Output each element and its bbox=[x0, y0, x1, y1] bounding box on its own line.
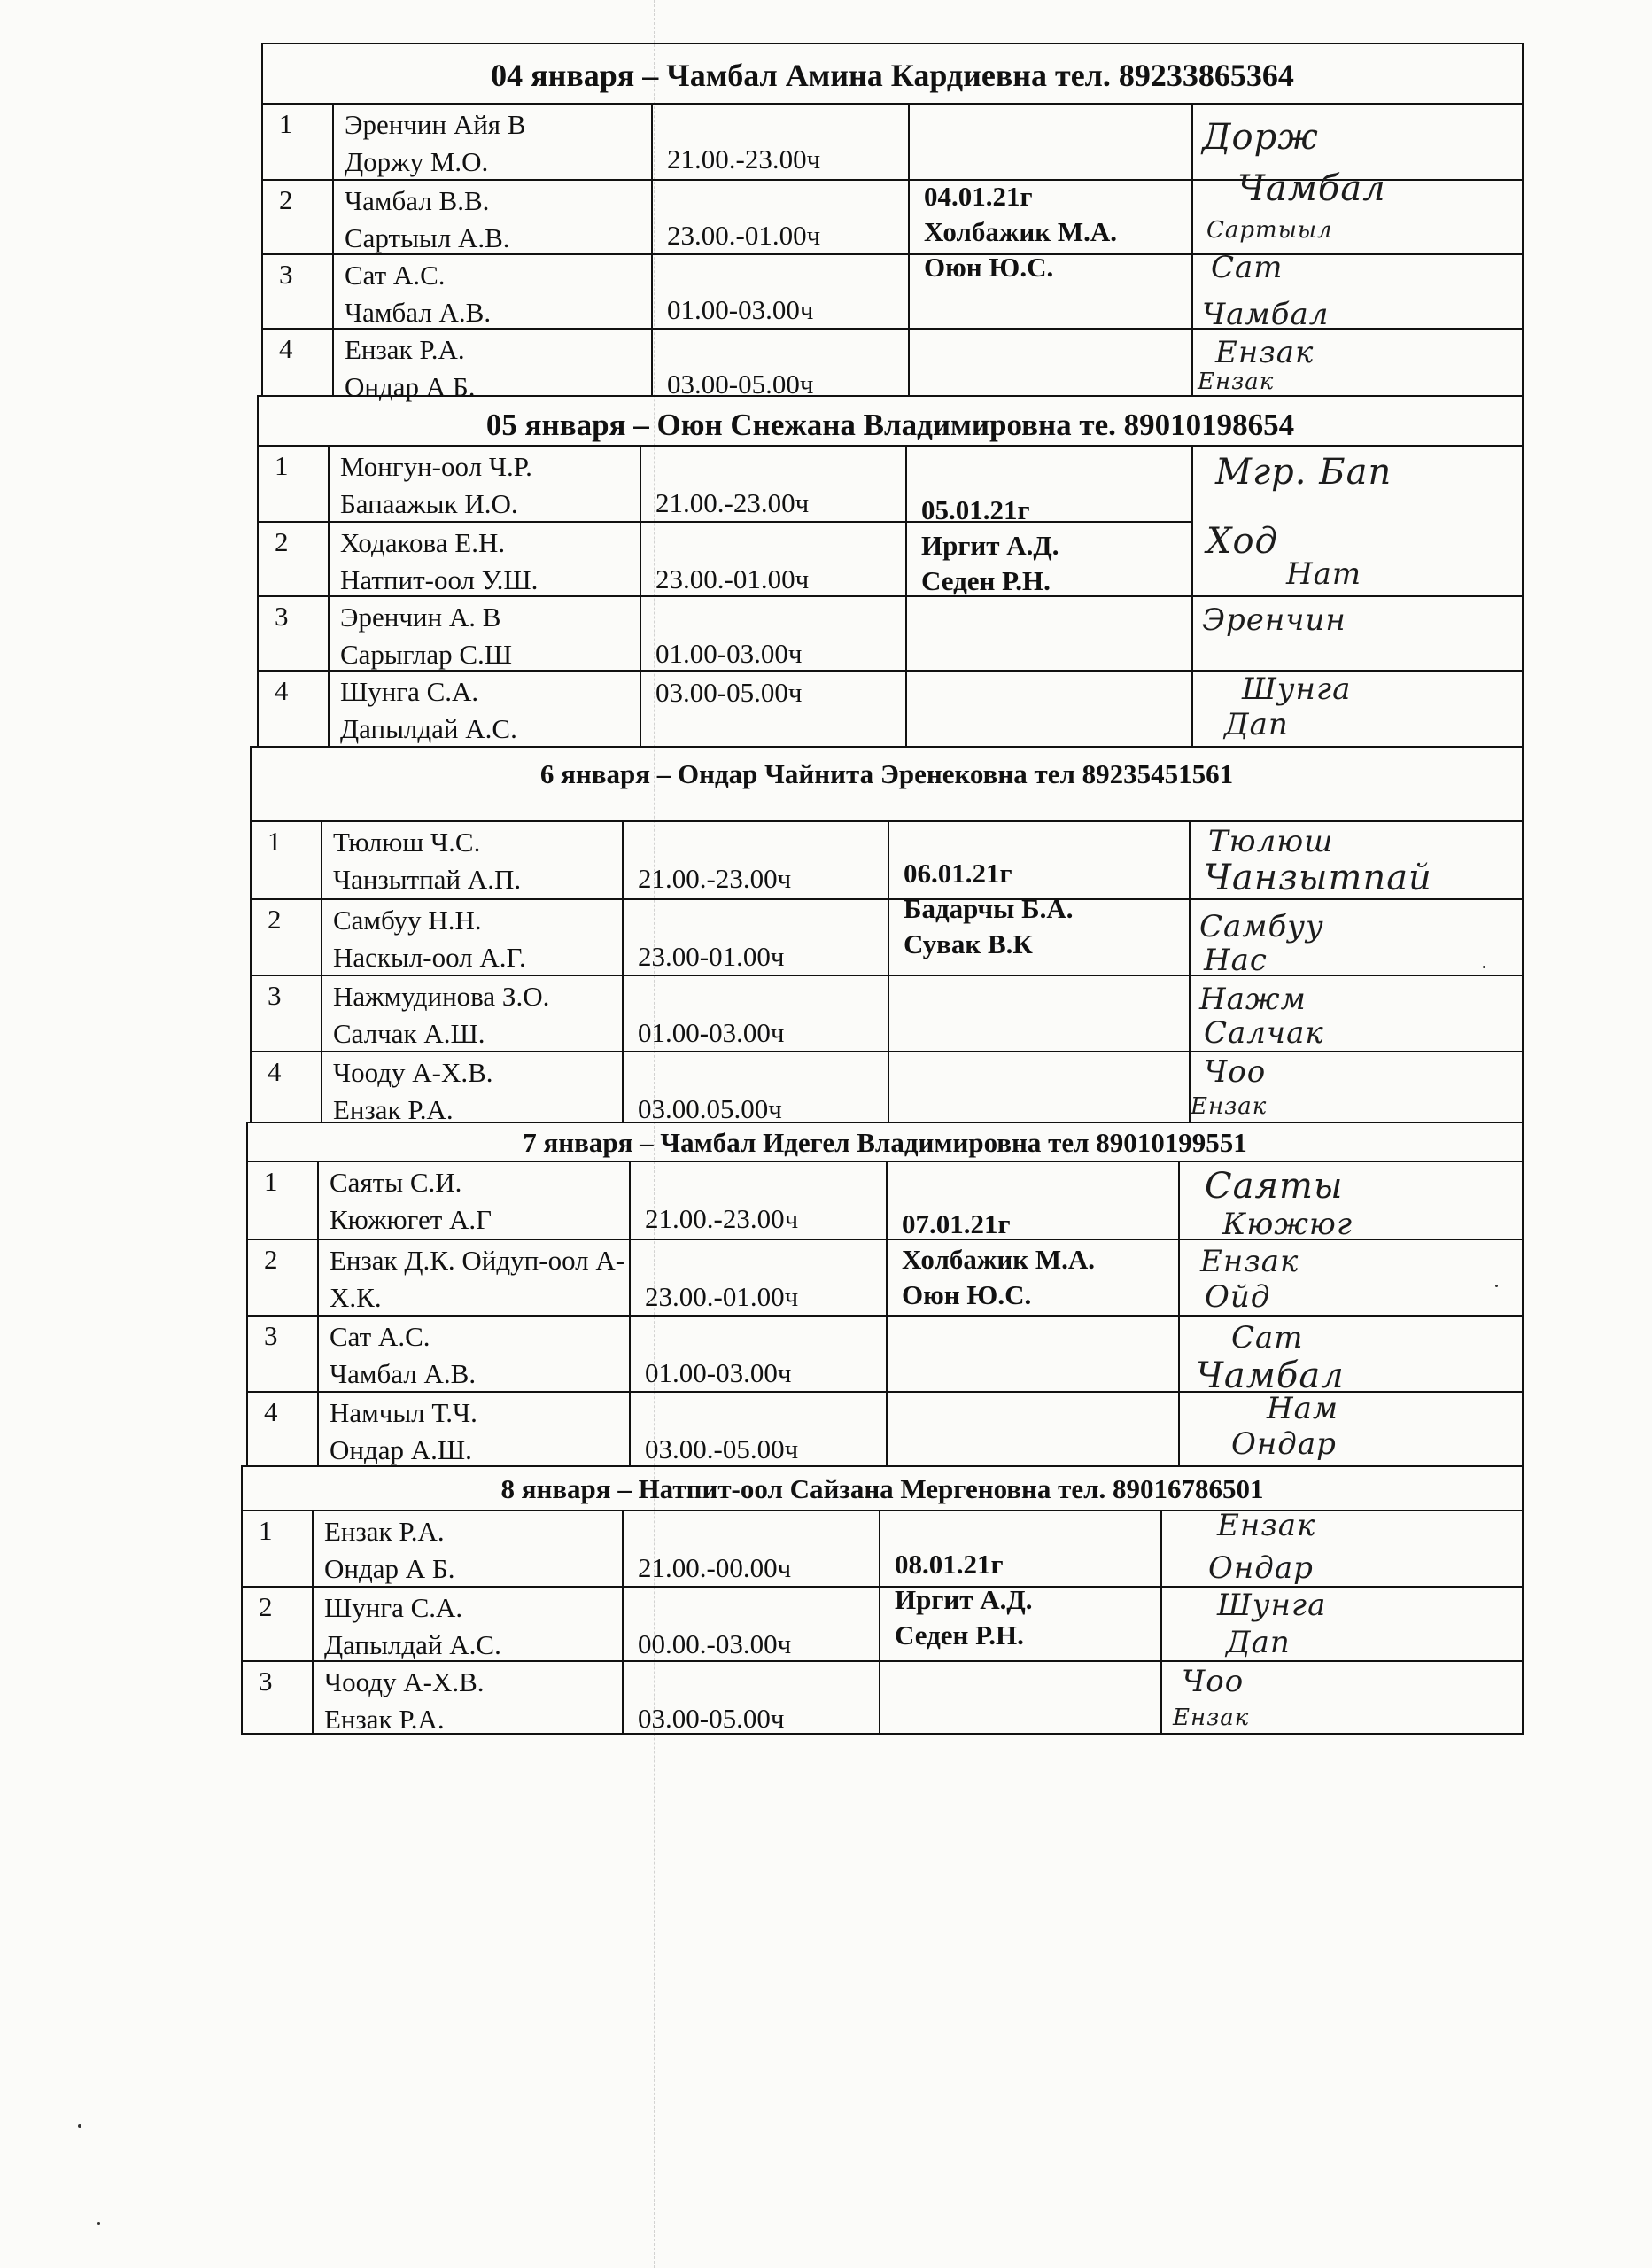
handwritten-signature: Ойд bbox=[1205, 1279, 1271, 1315]
duty-officer: Иргит А.Д. bbox=[895, 1584, 1033, 1615]
time-value: 21.00.-00.00ч bbox=[638, 1552, 792, 1583]
name-line: Дапылдай А.С. bbox=[324, 1629, 501, 1660]
handwritten-signature: Чамбал bbox=[1237, 168, 1386, 209]
handwritten-signature: Чоо bbox=[1182, 1664, 1245, 1699]
name-line: Эренчин А. В bbox=[340, 602, 501, 633]
block-header-text: 04 января – Чамбал Амина Кардиевна тел. 89233865364 bbox=[491, 58, 1294, 93]
schedule-block-jan-04 bbox=[261, 43, 1524, 402]
scan-speck bbox=[78, 2124, 81, 2128]
handwritten-signature: Эренчин bbox=[1202, 602, 1346, 638]
row-time bbox=[631, 1240, 888, 1315]
row-names bbox=[322, 976, 624, 1051]
row-time bbox=[624, 976, 889, 1051]
duty-officers bbox=[907, 447, 1193, 748]
name-line: Ензак Р.А. bbox=[324, 1704, 445, 1735]
name-line: Ондар А Б. bbox=[345, 371, 476, 402]
handwritten-signature: Ход bbox=[1206, 521, 1278, 562]
name-line: Ензак Р.А. bbox=[324, 1516, 445, 1547]
row-names bbox=[314, 1511, 624, 1586]
row-names bbox=[314, 1662, 624, 1735]
row-number: 3 bbox=[259, 597, 330, 670]
name-line: Сат А.С. bbox=[345, 260, 446, 291]
time-value: 01.00-03.00ч bbox=[655, 638, 803, 669]
name-line: Ондар А Б. bbox=[324, 1553, 455, 1584]
handwritten-signature: Шунга bbox=[1242, 672, 1352, 707]
schedule-block-jan-08 bbox=[241, 1465, 1524, 1735]
duty-officers bbox=[910, 105, 1193, 397]
duty-date: 08.01.21г bbox=[895, 1549, 1004, 1580]
row-names bbox=[330, 523, 641, 595]
row-names bbox=[319, 1162, 631, 1239]
handwritten-signature: Нат bbox=[1286, 556, 1362, 592]
block-header bbox=[263, 44, 1522, 105]
name-line: Бапаажык И.О. bbox=[340, 488, 518, 519]
row-number: 3 bbox=[243, 1662, 314, 1735]
row-number: 4 bbox=[259, 672, 330, 748]
handwritten-signature: Чанзытпай bbox=[1204, 858, 1432, 898]
name-line: Намчыл Т.Ч. bbox=[330, 1397, 477, 1428]
name-line: Кюжюгет А.Г bbox=[330, 1204, 492, 1235]
name-line: Чамбал В.В. bbox=[345, 185, 490, 216]
handwritten-signature: Чоо bbox=[1204, 1054, 1267, 1090]
row-names bbox=[319, 1393, 631, 1467]
row-number: 4 bbox=[252, 1052, 322, 1123]
handwritten-signature: Нажм bbox=[1199, 982, 1307, 1017]
handwritten-signature: Чамбал bbox=[1196, 1355, 1345, 1396]
scan-speck bbox=[97, 2222, 100, 2225]
handwritten-signature: Нам bbox=[1267, 1391, 1339, 1426]
time-value: 23.00.-01.00ч bbox=[645, 1281, 799, 1312]
row-number: 1 bbox=[259, 447, 330, 521]
time-value: 23.00.-01.00ч bbox=[667, 220, 821, 251]
name-line: Ензак Р.А. bbox=[345, 334, 465, 365]
name-line: Чооду А-Х.В. bbox=[324, 1666, 485, 1697]
row-names bbox=[334, 105, 653, 179]
time-value: 23.00-01.00ч bbox=[638, 941, 785, 972]
handwritten-signature: Чамбал bbox=[1202, 297, 1330, 332]
duty-date: 05.01.21г bbox=[921, 494, 1030, 525]
time-value: 03.00-05.00ч bbox=[655, 677, 803, 708]
row-number: 2 bbox=[252, 900, 322, 975]
name-line: Шунга С.А. bbox=[324, 1592, 463, 1623]
signature-cell bbox=[1162, 1586, 1522, 1660]
block-header-text: 7 января – Чамбал Идегел Владимировна тел 89010199551 bbox=[523, 1127, 1247, 1158]
duty-officer: Бадарчы Б.А. bbox=[904, 893, 1074, 924]
row-number: 3 bbox=[248, 1317, 319, 1391]
handwritten-signature: Ондар bbox=[1208, 1550, 1314, 1586]
duty-officer: Оюн Ю.С. bbox=[924, 252, 1054, 283]
duty-officer: Седен Р.Н. bbox=[895, 1619, 1024, 1651]
duty-officer: Оюн Ю.С. bbox=[902, 1279, 1032, 1310]
name-line: Натпит-оол У.Ш. bbox=[340, 564, 539, 595]
row-time bbox=[631, 1393, 888, 1467]
time-value: 21.00.-23.00ч bbox=[645, 1203, 799, 1234]
time-value: 01.00-03.00ч bbox=[638, 1017, 785, 1048]
handwritten-signature: Ензак bbox=[1198, 369, 1275, 395]
time-value: 21.00.-23.00ч bbox=[638, 863, 792, 894]
schedule-block-jan-05 bbox=[257, 395, 1524, 748]
row-names bbox=[330, 447, 641, 521]
name-line: Чанзытпай А.П. bbox=[333, 864, 522, 895]
row-number: 2 bbox=[263, 181, 334, 253]
handwritten-signature: Ензак bbox=[1191, 1093, 1268, 1120]
row-names bbox=[334, 181, 653, 253]
time-value: 01.00-03.00ч bbox=[645, 1357, 792, 1388]
handwritten-signature: Ондар bbox=[1231, 1426, 1337, 1462]
block-header bbox=[252, 748, 1522, 822]
duty-officer: Иргит А.Д. bbox=[921, 530, 1059, 561]
row-time bbox=[653, 255, 910, 328]
block-header-text: 6 января – Ондар Чайнита Эренековна тел 89235451561 bbox=[539, 758, 1234, 789]
time-value: 03.00.-05.00ч bbox=[645, 1433, 799, 1464]
handwritten-signature: Дорж bbox=[1202, 117, 1319, 158]
handwritten-signature: Сат bbox=[1231, 1320, 1304, 1355]
row-time bbox=[624, 1052, 889, 1123]
name-line: Ходакова Е.Н. bbox=[340, 527, 506, 558]
time-value: 01.00-03.00ч bbox=[667, 294, 814, 325]
name-line: Чооду А-Х.В. bbox=[333, 1057, 493, 1088]
block-header-text: 05 января – Оюн Снежана Владимировна те. 89010198654 bbox=[485, 408, 1295, 442]
row-number: 1 bbox=[263, 105, 334, 179]
row-number: 3 bbox=[252, 976, 322, 1051]
row-names bbox=[330, 672, 641, 748]
block-header bbox=[259, 397, 1522, 447]
handwritten-signature: Мгр. Бап bbox=[1215, 452, 1392, 493]
name-line: Чамбал А.В. bbox=[330, 1358, 477, 1389]
row-number: 1 bbox=[248, 1162, 319, 1239]
row-names bbox=[314, 1588, 624, 1660]
row-time bbox=[653, 105, 910, 179]
row-number: 1 bbox=[243, 1511, 314, 1586]
name-line: Салчак А.Ш. bbox=[333, 1018, 485, 1049]
name-line: Ензак Д.К. Ойдуп-оол А-Х.К. bbox=[330, 1245, 625, 1313]
row-time bbox=[641, 672, 907, 748]
name-line: Саяты С.И. bbox=[330, 1167, 462, 1198]
row-time bbox=[631, 1162, 888, 1239]
time-value: 23.00.-01.00ч bbox=[655, 563, 810, 594]
handwritten-signature: Нас bbox=[1204, 943, 1268, 978]
handwritten-signature: Самбуу bbox=[1199, 909, 1324, 944]
handwritten-signature: Ензак bbox=[1217, 1508, 1316, 1543]
time-value: 03.00.05.00ч bbox=[638, 1093, 782, 1124]
duty-officer: Седен Р.Н. bbox=[921, 565, 1051, 596]
name-line: Монгун-оол Ч.Р. bbox=[340, 451, 532, 482]
row-number: 3 bbox=[263, 255, 334, 328]
row-time bbox=[641, 447, 907, 521]
name-line: Сат А.С. bbox=[330, 1321, 430, 1352]
duty-date: 06.01.21г bbox=[904, 858, 1012, 889]
time-value: 00.00.-03.00ч bbox=[638, 1628, 792, 1659]
handwritten-signature: Саяты bbox=[1205, 1166, 1344, 1207]
name-line: Сартыыл А.В. bbox=[345, 222, 510, 253]
row-time bbox=[624, 1511, 880, 1586]
row-time bbox=[631, 1317, 888, 1391]
name-line: Дапылдай А.С. bbox=[340, 713, 517, 744]
name-line: Эренчин Айя В bbox=[345, 109, 526, 140]
row-names bbox=[322, 1052, 624, 1123]
row-time bbox=[653, 330, 910, 400]
row-names bbox=[319, 1317, 631, 1391]
row-time bbox=[624, 1588, 880, 1660]
name-line: Шунга С.А. bbox=[340, 676, 479, 707]
duty-officer: Сувак В.К bbox=[904, 928, 1033, 959]
row-names bbox=[319, 1240, 631, 1315]
handwritten-signature: Ензак bbox=[1200, 1244, 1299, 1279]
name-line: Ондар А.Ш. bbox=[330, 1434, 472, 1465]
handwritten-signature: Ензак bbox=[1215, 335, 1315, 370]
row-time bbox=[641, 523, 907, 595]
row-names bbox=[330, 597, 641, 670]
duty-officer: Холбажик М.А. bbox=[902, 1244, 1096, 1275]
row-number: 2 bbox=[259, 523, 330, 595]
duty-officers bbox=[880, 1511, 1162, 1735]
handwritten-signature: Салчак bbox=[1204, 1015, 1324, 1051]
schedule-block-jan-07 bbox=[246, 1122, 1524, 1467]
row-time bbox=[641, 597, 907, 670]
time-value: 21.00.-23.00ч bbox=[655, 487, 810, 518]
name-line: Чамбал А.В. bbox=[345, 297, 492, 328]
row-time bbox=[624, 900, 889, 975]
handwritten-signature: Сат bbox=[1211, 250, 1284, 285]
name-line: Наскыл-оол А.Г. bbox=[333, 942, 526, 973]
row-names bbox=[334, 330, 653, 402]
row-time bbox=[653, 181, 910, 253]
handwritten-signature: Шунга bbox=[1217, 1588, 1327, 1623]
duty-officers bbox=[888, 1162, 1180, 1467]
block-header bbox=[248, 1123, 1522, 1162]
duty-date: 04.01.21г bbox=[924, 181, 1033, 212]
handwritten-signature: Дап bbox=[1226, 1625, 1291, 1660]
block-header-text: 8 января – Натпит-оол Сайзана Мергеновна тел. 89016786501 bbox=[500, 1473, 1264, 1504]
block-header bbox=[243, 1467, 1522, 1511]
schedule-block-jan-06 bbox=[250, 746, 1524, 1123]
row-names bbox=[322, 900, 624, 975]
duty-date: 07.01.21г bbox=[902, 1208, 1011, 1239]
duty-officer: Холбажик М.А. bbox=[924, 216, 1118, 247]
row-time bbox=[624, 822, 889, 898]
row-number: 4 bbox=[248, 1393, 319, 1467]
row-number: 1 bbox=[252, 822, 322, 898]
handwritten-signature: Дап bbox=[1224, 707, 1289, 742]
row-names bbox=[322, 822, 624, 898]
time-value: 03.00-05.00ч bbox=[667, 369, 814, 400]
row-time bbox=[624, 1662, 880, 1735]
duty-officers bbox=[889, 822, 1191, 1123]
time-value: 21.00.-23.00ч bbox=[667, 144, 821, 175]
time-value: 03.00-05.00ч bbox=[638, 1703, 785, 1734]
name-line: Ензак Р.А. bbox=[333, 1094, 454, 1125]
row-number: 4 bbox=[263, 330, 334, 397]
handwritten-signature: Ензак bbox=[1173, 1705, 1250, 1731]
handwritten-signature: Кюжюг bbox=[1222, 1207, 1353, 1242]
name-line: Нажмудинова З.О. bbox=[333, 981, 550, 1012]
name-line: Сарыглар С.Ш bbox=[340, 639, 513, 670]
handwritten-signature: Тюлюш bbox=[1208, 824, 1334, 859]
name-line: Самбуу Н.Н. bbox=[333, 905, 482, 936]
row-number: 2 bbox=[243, 1588, 314, 1660]
row-names bbox=[334, 255, 653, 328]
handwritten-signature: Сартыыл bbox=[1206, 217, 1333, 244]
name-line: Доржу М.О. bbox=[345, 146, 489, 177]
row-number: 2 bbox=[248, 1240, 319, 1315]
name-line: Тюлюш Ч.С. bbox=[333, 827, 481, 858]
